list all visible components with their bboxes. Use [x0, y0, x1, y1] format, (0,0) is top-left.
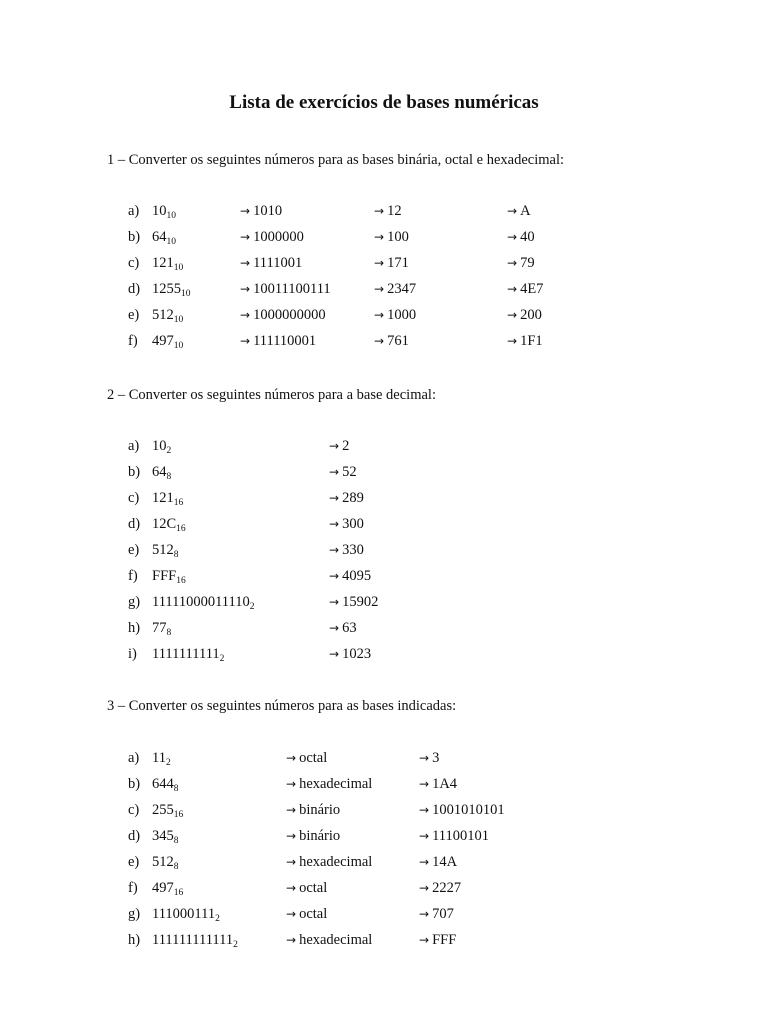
item-letter: e) [128, 307, 140, 323]
number-value: 345 [152, 828, 174, 844]
result-answer-value: 3 [432, 750, 440, 766]
item-letter: h) [128, 932, 141, 948]
base-subscript: 2 [233, 940, 238, 950]
target-answer [286, 826, 340, 846]
base-subscript: 16 [173, 498, 184, 508]
dec-answer [329, 618, 357, 638]
exercise-row [0, 201, 768, 221]
hex-answer-value: 4E7 [520, 281, 544, 297]
target-answer [286, 800, 340, 820]
dec-answer [329, 462, 357, 482]
hex-answer [507, 227, 535, 247]
target-answer [286, 930, 372, 950]
arrow-icon: → [240, 230, 251, 244]
base-subscript: 8 [173, 784, 179, 794]
base-subscript: 2 [219, 654, 225, 664]
base-subscript: 2 [215, 914, 220, 924]
base-subscript: 8 [173, 862, 179, 872]
number-with-base [152, 618, 171, 638]
base-subscript: 8 [166, 472, 172, 482]
arrow-icon: → [419, 777, 430, 791]
item-letter: b) [128, 776, 141, 792]
hex-answer [507, 331, 543, 351]
dec-answer [329, 644, 371, 664]
arrow-icon: → [329, 647, 340, 661]
hex-answer-value: 1F1 [520, 333, 543, 349]
number-value: 497 [152, 333, 174, 349]
oct-answer-value: 100 [387, 229, 409, 245]
arrow-icon: → [507, 256, 518, 270]
item-letter: g) [128, 906, 141, 922]
hex-answer [507, 253, 535, 273]
dec-answer [329, 566, 371, 586]
exercise-row [0, 488, 768, 508]
result-answer-value: 1A4 [432, 776, 458, 792]
item-letter: d) [128, 516, 141, 532]
number-value: 497 [152, 880, 174, 896]
result-answer [419, 774, 457, 794]
result-answer-value: 2227 [432, 880, 462, 896]
arrow-icon: → [329, 491, 340, 505]
base-subscript: 8 [173, 836, 179, 846]
number-with-base [152, 748, 171, 768]
arrow-icon: → [374, 230, 385, 244]
number-with-base [152, 592, 254, 612]
base-subscript: 10 [166, 211, 176, 221]
arrow-icon: → [329, 439, 340, 453]
number-value: FFF [152, 568, 177, 584]
bin-answer-value: 1000000 [253, 229, 304, 245]
dec-answer-value: 4095 [342, 568, 372, 584]
item-letter: d) [128, 828, 141, 844]
number-value: 1255 [152, 281, 181, 297]
arrow-icon: → [419, 829, 430, 843]
base-subscript: 8 [166, 628, 172, 638]
item-letter: b) [128, 464, 141, 480]
result-answer [419, 826, 489, 846]
bin-answer-value: 111110001 [253, 333, 317, 349]
item-letter: c) [128, 490, 140, 506]
item-letter: f) [128, 880, 138, 896]
oct-answer [374, 331, 409, 351]
bin-answer [240, 253, 302, 273]
result-answer [419, 878, 461, 898]
arrow-icon: → [240, 308, 251, 322]
arrow-icon: → [374, 256, 385, 270]
number-with-base [152, 279, 191, 299]
base-subscript: 10 [181, 289, 191, 299]
arrow-icon: → [286, 777, 297, 791]
number-with-base [152, 540, 179, 560]
number-value: 64 [152, 229, 167, 245]
number-value: 121 [152, 490, 174, 506]
arrow-icon: → [507, 230, 518, 244]
base-subscript: 16 [176, 576, 186, 586]
bin-answer-value: 1010 [253, 203, 283, 219]
exercise-row [0, 748, 768, 768]
result-answer [419, 852, 457, 872]
item-letter: e) [128, 542, 140, 558]
arrow-icon: → [329, 543, 340, 557]
bin-answer [240, 279, 331, 299]
dec-answer [329, 592, 378, 612]
bin-answer [240, 201, 282, 221]
section-1-heading: 1 – Converter os seguintes números para as bases binária, octal e hexadecimal: [107, 152, 564, 168]
exercise-row [0, 644, 768, 664]
dec-answer-value: 300 [342, 516, 364, 532]
exercise-row [0, 774, 768, 794]
arrow-icon: → [286, 933, 297, 947]
item-letter: f) [128, 568, 138, 584]
oct-answer-value: 1000 [387, 307, 417, 323]
base-subscript: 10 [173, 263, 184, 273]
base-subscript: 8 [173, 550, 179, 560]
target-answer-value: hexadecimal [299, 932, 373, 948]
hex-answer [507, 201, 531, 221]
target-answer-value: octal [299, 880, 328, 896]
arrow-icon: → [374, 204, 385, 218]
number-with-base [152, 436, 171, 456]
result-answer [419, 748, 439, 768]
arrow-icon: → [507, 308, 518, 322]
arrow-icon: → [507, 204, 518, 218]
number-with-base [152, 514, 186, 534]
number-value: 111000111 [152, 906, 216, 922]
base-subscript: 10 [166, 237, 176, 247]
number-with-base [152, 331, 183, 351]
result-answer [419, 930, 456, 950]
oct-answer [374, 305, 416, 325]
number-value: 11111000011110 [152, 594, 250, 610]
bin-answer [240, 331, 316, 351]
arrow-icon: → [286, 881, 297, 895]
target-answer-value: binário [299, 802, 341, 818]
base-subscript: 10 [173, 315, 184, 325]
arrow-icon: → [240, 282, 251, 296]
target-answer-value: binário [299, 828, 341, 844]
exercise-row [0, 826, 768, 846]
arrow-icon: → [419, 881, 430, 895]
target-answer-value: hexadecimal [299, 776, 373, 792]
arrow-icon: → [286, 855, 297, 869]
number-with-base [152, 201, 176, 221]
base-subscript: 16 [173, 888, 184, 898]
exercise-row [0, 436, 768, 456]
page-title: Lista de exercícios de bases numéricas [229, 92, 539, 113]
number-with-base [152, 462, 171, 482]
target-answer [286, 748, 327, 768]
number-value: 644 [152, 776, 174, 792]
number-value: 512 [152, 542, 174, 558]
base-subscript: 16 [173, 810, 184, 820]
exercise-row [0, 253, 768, 273]
arrow-icon: → [507, 334, 518, 348]
dec-answer-value: 2 [342, 438, 350, 454]
exercise-row [0, 540, 768, 560]
dec-answer-value: 1023 [342, 646, 372, 662]
arrow-icon: → [329, 595, 340, 609]
number-with-base [152, 227, 176, 247]
bin-answer [240, 305, 326, 325]
target-answer [286, 852, 372, 872]
number-value: 1111111111 [152, 646, 220, 662]
number-value: 512 [152, 854, 174, 870]
arrow-icon: → [286, 907, 297, 921]
arrow-icon: → [329, 569, 340, 583]
exercise-row [0, 852, 768, 872]
section-3-heading: 3 – Converter os seguintes números para as bases indicadas: [107, 698, 457, 714]
base-subscript: 10 [173, 341, 184, 351]
dec-answer-value: 289 [342, 490, 364, 506]
arrow-icon: → [240, 256, 251, 270]
arrow-icon: → [329, 621, 340, 635]
dec-answer [329, 514, 364, 534]
exercise-row [0, 331, 768, 351]
exercise-row [0, 878, 768, 898]
number-with-base [152, 566, 186, 586]
item-letter: i) [128, 646, 137, 662]
arrow-icon: → [329, 465, 340, 479]
number-value: 121 [152, 255, 174, 271]
exercise-row [0, 566, 768, 586]
hex-answer-value: 40 [520, 229, 535, 245]
result-answer [419, 800, 505, 820]
target-answer [286, 774, 372, 794]
oct-answer-value: 2347 [387, 281, 417, 297]
exercise-row [0, 227, 768, 247]
dec-answer [329, 488, 364, 508]
result-answer [419, 904, 454, 924]
base-subscript: 2 [166, 446, 172, 456]
bin-answer-value: 10011100111 [253, 281, 331, 297]
oct-answer [374, 253, 409, 273]
item-letter: a) [128, 438, 140, 454]
arrow-icon: → [419, 803, 430, 817]
hex-answer-value: A [520, 203, 531, 219]
dec-answer [329, 540, 364, 560]
arrow-icon: → [240, 334, 251, 348]
number-with-base [152, 826, 179, 846]
hex-answer [507, 279, 543, 299]
item-letter: c) [128, 255, 140, 271]
result-answer-value: 11100101 [432, 828, 489, 844]
number-with-base [152, 852, 179, 872]
exercise-row [0, 592, 768, 612]
number-value: 10 [152, 203, 167, 219]
number-with-base [152, 878, 183, 898]
item-letter: a) [128, 203, 140, 219]
exercise-row [0, 279, 768, 299]
item-letter: g) [128, 594, 141, 610]
target-answer-value: octal [299, 906, 328, 922]
result-answer-value: 707 [432, 906, 454, 922]
number-value: 255 [152, 802, 174, 818]
base-subscript: 16 [176, 524, 186, 534]
number-with-base [152, 488, 183, 508]
oct-answer-value: 12 [387, 203, 402, 219]
hex-answer [507, 305, 542, 325]
arrow-icon: → [329, 517, 340, 531]
number-with-base [152, 305, 183, 325]
result-answer-value: 14A [432, 854, 458, 870]
exercise-row [0, 618, 768, 638]
number-with-base [152, 253, 183, 273]
exercise-row [0, 800, 768, 820]
number-with-base [152, 930, 238, 950]
arrow-icon: → [286, 803, 297, 817]
base-subscript: 2 [249, 602, 255, 612]
result-answer-value: FFF [432, 932, 457, 948]
exercise-row [0, 462, 768, 482]
oct-answer [374, 279, 416, 299]
item-letter: b) [128, 229, 141, 245]
dec-answer-value: 330 [342, 542, 364, 558]
number-value: 64 [152, 464, 167, 480]
arrow-icon: → [374, 334, 385, 348]
bin-answer [240, 227, 304, 247]
number-with-base [152, 904, 220, 924]
base-subscript: 2 [165, 758, 171, 768]
item-letter: d) [128, 281, 141, 297]
arrow-icon: → [419, 907, 430, 921]
item-letter: a) [128, 750, 140, 766]
result-answer-value: 1001010101 [432, 802, 505, 818]
arrow-icon: → [419, 933, 430, 947]
oct-answer-value: 761 [387, 333, 409, 349]
number-value: 512 [152, 307, 174, 323]
dec-answer-value: 63 [342, 620, 357, 636]
number-value: 77 [152, 620, 167, 636]
arrow-icon: → [374, 282, 385, 296]
oct-answer-value: 171 [387, 255, 409, 271]
number-with-base [152, 774, 179, 794]
target-answer-value: hexadecimal [299, 854, 373, 870]
number-value: 10 [152, 438, 167, 454]
dec-answer-value: 15902 [342, 594, 379, 610]
oct-answer [374, 227, 409, 247]
exercise-row [0, 305, 768, 325]
number-with-base [152, 800, 183, 820]
number-value: 11 [152, 750, 166, 766]
arrow-icon: → [419, 751, 430, 765]
exercise-row [0, 930, 768, 950]
item-letter: h) [128, 620, 141, 636]
number-value: 111111111111 [152, 932, 234, 948]
dec-answer-value: 52 [342, 464, 357, 480]
arrow-icon: → [419, 855, 430, 869]
arrow-icon: → [286, 829, 297, 843]
item-letter: e) [128, 854, 140, 870]
arrow-icon: → [286, 751, 297, 765]
target-answer [286, 904, 327, 924]
target-answer [286, 878, 327, 898]
section-2-heading: 2 – Converter os seguintes números para a base decimal: [107, 387, 436, 403]
hex-answer-value: 79 [520, 255, 535, 271]
arrow-icon: → [507, 282, 518, 296]
exercise-row [0, 904, 768, 924]
dec-answer [329, 436, 349, 456]
bin-answer-value: 1111001 [253, 255, 303, 271]
number-with-base [152, 644, 224, 664]
arrow-icon: → [240, 204, 251, 218]
item-letter: f) [128, 333, 138, 349]
exercise-row [0, 514, 768, 534]
number-value: 12C [152, 516, 177, 532]
oct-answer [374, 201, 402, 221]
item-letter: c) [128, 802, 140, 818]
hex-answer-value: 200 [520, 307, 542, 323]
arrow-icon: → [374, 308, 385, 322]
bin-answer-value: 1000000000 [253, 307, 326, 323]
target-answer-value: octal [299, 750, 328, 766]
